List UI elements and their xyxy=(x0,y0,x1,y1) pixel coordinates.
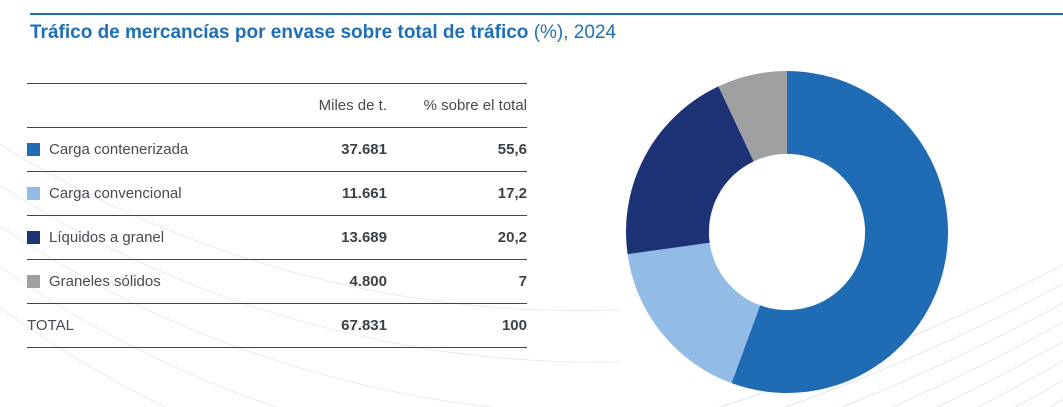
row-percent: 17,2 xyxy=(497,185,527,202)
row-miles: 4.800 xyxy=(349,273,387,290)
column-header-percent: % sobre el total xyxy=(423,97,527,114)
table-row xyxy=(27,216,527,260)
column-header-miles: Miles de t. xyxy=(318,97,387,114)
table-row xyxy=(27,172,527,216)
row-percent: 7 xyxy=(518,273,527,290)
table-row xyxy=(27,260,527,304)
page-title-suffix: (%), 2024 xyxy=(528,22,617,43)
traffic-table xyxy=(27,83,527,348)
legend-swatch-liquidos-a-granel xyxy=(27,231,40,244)
row-label: Líquidos a granel xyxy=(49,229,165,246)
row-miles: 13.689 xyxy=(341,229,387,246)
page-title xyxy=(30,22,616,44)
donut-chart xyxy=(626,71,948,393)
row-miles: 37.681 xyxy=(341,141,387,158)
total-percent: 100 xyxy=(501,317,527,334)
row-percent: 20,2 xyxy=(497,229,527,246)
title-top-rule xyxy=(30,13,1063,15)
table-header-row xyxy=(27,84,527,128)
row-percent: 55,6 xyxy=(497,141,527,158)
table-row xyxy=(27,128,527,172)
legend-swatch-carga-contenerizada xyxy=(27,143,40,156)
legend-swatch-graneles-solidos xyxy=(27,275,40,288)
row-miles: 11.661 xyxy=(341,185,387,202)
row-label: Carga contenerizada xyxy=(49,141,189,158)
page-title-main: Tráfico de mercancías por envase sobre total de tráfico xyxy=(30,22,529,43)
row-label: Carga convencional xyxy=(49,185,182,202)
legend-swatch-carga-convencional xyxy=(27,187,40,200)
table-total-row xyxy=(27,304,527,348)
total-miles: 67.831 xyxy=(341,317,387,334)
row-label: Graneles sólidos xyxy=(49,273,161,290)
total-label: TOTAL xyxy=(27,317,74,334)
